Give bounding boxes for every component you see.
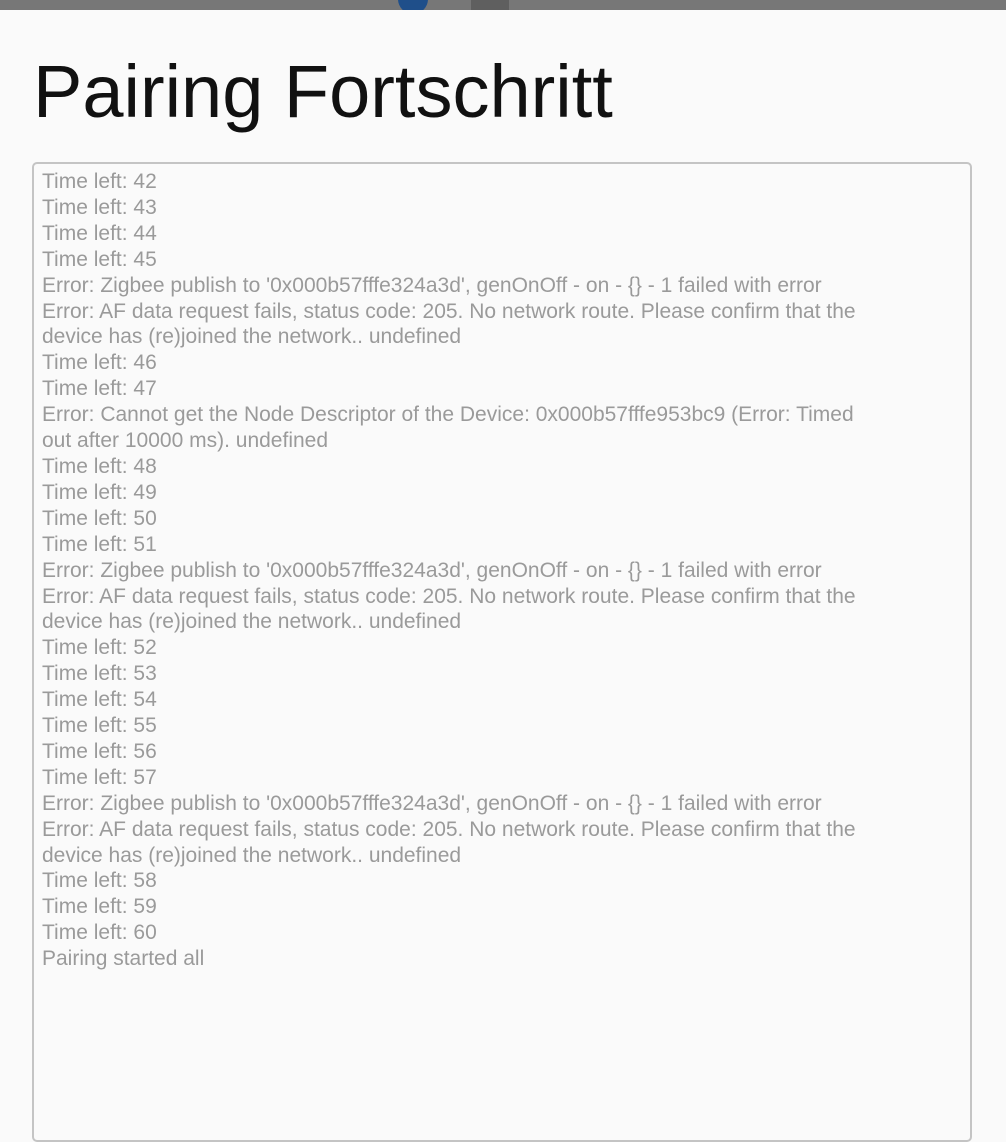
- log-line: Time left: 57: [42, 765, 157, 789]
- log-line: Time left: 55: [42, 714, 157, 738]
- log-line: Error: Zigbee publish to '0x000b57fffe324a3d', genOnOff - on - {} - 1 failed with error: [42, 791, 822, 815]
- log-line: Time left: 42: [42, 170, 157, 193]
- log-line: Time left: 53: [42, 662, 157, 686]
- toolbar-tab: [471, 0, 509, 10]
- pairing-log-textarea[interactable]: [32, 162, 972, 1142]
- log-line: Error: AF data request fails, status code: 205. No network route. Please confirm that the: [42, 584, 856, 608]
- log-line: Error: Zigbee publish to '0x000b57fffe324a3d', genOnOff - on - {} - 1 failed with error: [42, 273, 822, 297]
- log-line: Error: AF data request fails, status code: 205. No network route. Please confirm that the: [42, 817, 856, 841]
- log-line: Time left: 58: [42, 869, 157, 893]
- log-line: Error: Zigbee publish to '0x000b57fffe324a3d', genOnOff - on - {} - 1 failed with error: [42, 558, 822, 582]
- log-line: Time left: 51: [42, 532, 157, 556]
- log-line: Time left: 56: [42, 739, 157, 763]
- log-line: Time left: 52: [42, 636, 157, 660]
- log-line: Time left: 43: [42, 195, 157, 219]
- log-line: Time left: 59: [42, 895, 157, 919]
- log-line: Time left: 50: [42, 506, 157, 530]
- log-line: device has (re)joined the network.. undefined: [42, 325, 462, 349]
- top-toolbar-strip: [0, 0, 1006, 10]
- log-line: Time left: 49: [42, 480, 157, 504]
- page-title: Pairing Fortschritt: [33, 50, 613, 133]
- log-line: Error: AF data request fails, status code: 205. No network route. Please confirm that the: [42, 299, 856, 323]
- log-line: device has (re)joined the network.. undefined: [42, 610, 462, 634]
- log-line: device has (re)joined the network.. undefined: [42, 843, 462, 867]
- log-line: Time left: 45: [42, 247, 157, 271]
- log-line: out after 10000 ms). undefined: [42, 429, 329, 453]
- log-line: Time left: 44: [42, 221, 157, 245]
- log-line: Time left: 47: [42, 377, 157, 401]
- toolbar-icon: [398, 0, 428, 10]
- log-line: Error: Cannot get the Node Descriptor of the Device: 0x000b57fffe953bc9 (Error: Timed: [42, 403, 854, 427]
- log-line: Pairing started all: [42, 947, 205, 971]
- log-line: Time left: 60: [42, 921, 157, 945]
- log-line: Time left: 54: [42, 688, 157, 712]
- log-line: Time left: 48: [42, 454, 157, 478]
- log-line: Time left: 46: [42, 351, 157, 375]
